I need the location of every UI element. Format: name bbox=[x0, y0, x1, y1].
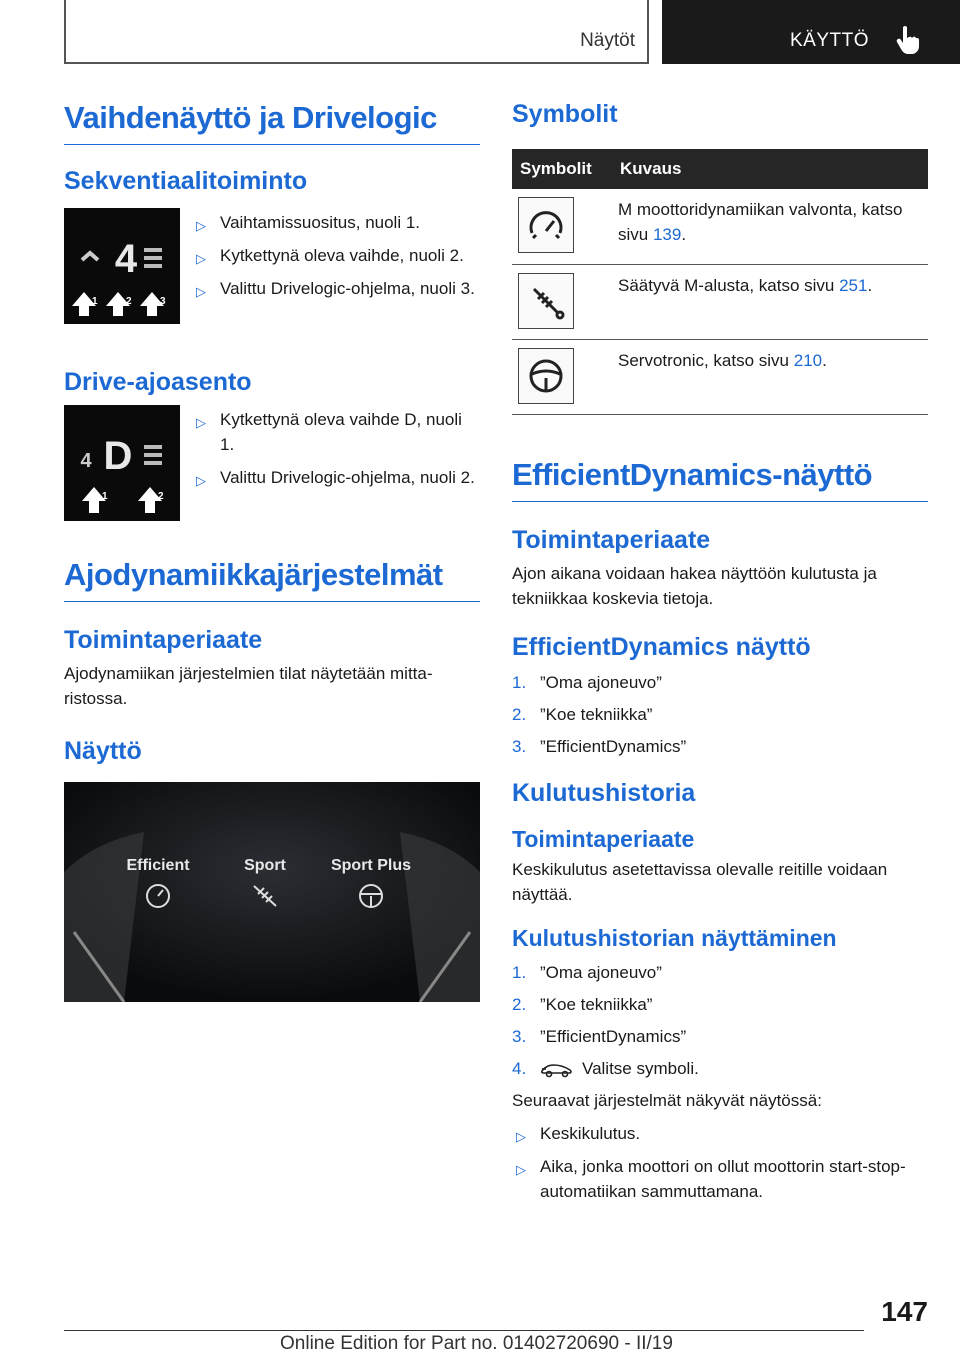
table-header-description: Kuvaus bbox=[612, 149, 928, 189]
following-text: Seuraavat järjestelmät näkyvät näytössä: bbox=[512, 1090, 822, 1110]
header-tab-naytot bbox=[64, 0, 649, 64]
list-item: ▷ Valittu Drivelogic-ohjelma, nuoli 2. bbox=[196, 468, 475, 488]
heading-symbols: Symbolit bbox=[512, 100, 618, 128]
list-item: ▷ Kytkettynä oleva vaihde D, nuoli 1. bbox=[196, 410, 462, 454]
gear-letter: D bbox=[103, 434, 133, 478]
sequential-bullets bbox=[192, 210, 480, 309]
list-item: 4. Valitse symboli. bbox=[512, 1058, 699, 1078]
principle-text: Ajodynamiikan järjestelmien tilat näytetään mittaristossa. bbox=[64, 664, 433, 708]
table-row bbox=[512, 189, 928, 264]
page-link[interactable]: 139 bbox=[652, 225, 682, 244]
arrow-label-3: 3 bbox=[160, 296, 166, 307]
footer-edition: Online Edition for Part no. 01402720690 - II/19 bbox=[280, 1333, 673, 1354]
heading-principle: Toimintaperiaate bbox=[512, 525, 711, 554]
subheading-principle: Toimintaperiaate bbox=[512, 825, 695, 852]
list-item: ▷ Kytkettynä oleva vaihde, nuoli 2. bbox=[196, 246, 464, 266]
right-column bbox=[512, 100, 928, 1212]
page-link[interactable]: 251 bbox=[839, 275, 868, 295]
list-item: ▷ Aika, jonka moottori on ollut moottorin start-stop-automatiikan sammuttamana. bbox=[516, 1156, 906, 1201]
header-tab-label: KÄYTTÖ bbox=[790, 30, 870, 51]
list-item: 3. ”EfficientDynamics” bbox=[512, 1026, 687, 1046]
mode-label-sport: Sport bbox=[244, 857, 286, 874]
list-item: 2. ”Koe tekniikka” bbox=[512, 704, 653, 724]
driving-mode-display-image bbox=[64, 782, 480, 1002]
drive-gear-image bbox=[64, 405, 180, 521]
table-cell: Säätyvä M-alusta, katso sivu 251. bbox=[612, 264, 928, 339]
arrow-label-2: 2 bbox=[158, 491, 164, 502]
table-cell: M moottoridynamiikan valvonta, katso sivu 139. bbox=[612, 189, 928, 264]
history-text: Keskikulutus asetettavissa olevalle reitille voidaan näyttää. bbox=[512, 859, 888, 904]
heading-efficient-dynamics-display: EfficientDynamics-näyttö bbox=[512, 457, 928, 502]
list-item: 1. ”Oma ajoneuvo” bbox=[512, 672, 662, 692]
heading-driving-dynamics: Ajodynamiikkajärjestelmät bbox=[64, 557, 480, 602]
mode-label-efficient: Efficient bbox=[126, 857, 190, 874]
speedometer-icon bbox=[518, 197, 574, 253]
heading-sequential: Sekventiaalitoiminto bbox=[64, 167, 308, 195]
list-item: 3. ”EfficientDynamics” bbox=[512, 736, 687, 756]
symbols-table bbox=[512, 149, 928, 415]
principle-text: Ajon aikana voidaan hakea näyttöön kulutusta ja tekniikkaa koskevia tietoja. bbox=[512, 563, 877, 608]
list-item: 2. ”Koe tekniikka” bbox=[512, 994, 653, 1014]
table-header-symbols: Symbolit bbox=[512, 149, 612, 189]
table-row bbox=[512, 264, 928, 339]
sequential-gear-image bbox=[64, 208, 180, 324]
list-item: 1. ”Oma ajoneuvo” bbox=[512, 962, 662, 982]
steering-wheel-icon bbox=[518, 348, 574, 404]
heading-display: Näyttö bbox=[64, 737, 142, 765]
efficient-dynamics-steps bbox=[512, 670, 928, 759]
heading-principle: Toimintaperiaate bbox=[64, 626, 263, 654]
history-steps bbox=[512, 960, 928, 1081]
header-tab-label: Näytöt bbox=[580, 30, 635, 51]
list-item: ▷ Valittu Drivelogic-ohjelma, nuoli 3. bbox=[196, 279, 475, 299]
mode-label-sport-plus: Sport Plus bbox=[330, 857, 412, 874]
arrow-label-1: 1 bbox=[102, 491, 108, 502]
following-bullets bbox=[512, 1121, 928, 1204]
subheading-show-history: Kulutushistorian näyttäminen bbox=[512, 924, 837, 951]
pointing-hand-icon bbox=[894, 24, 924, 56]
arrow-label-2: 2 bbox=[126, 296, 132, 307]
list-item: ▷ Vaihtamissuositus, nuoli 1. bbox=[196, 213, 421, 233]
heading-efficient-dynamics-view: EfficientDynamics näyttö bbox=[512, 632, 811, 661]
damper-spring-icon bbox=[518, 273, 574, 329]
page-link[interactable]: 210 bbox=[793, 350, 823, 370]
left-column bbox=[64, 100, 480, 766]
list-item: ▷ Keskikulutus. bbox=[516, 1123, 641, 1144]
arrow-label-1: 1 bbox=[92, 296, 98, 307]
footer-divider bbox=[64, 1330, 864, 1331]
gear-number: 4 bbox=[114, 237, 138, 281]
heading-consumption-history: Kulutushistoria bbox=[512, 778, 696, 807]
table-row bbox=[512, 339, 928, 414]
table-cell: Servotronic, katso sivu 210. bbox=[612, 339, 928, 414]
header-tab-kaytto bbox=[662, 0, 960, 64]
heading-drive-position: Drive-ajoasento bbox=[64, 368, 252, 396]
page-number: 147 bbox=[881, 1296, 928, 1327]
car-outline-icon bbox=[540, 1060, 574, 1078]
heading-gear-display: Vaihdenäyttö ja Drivelogic bbox=[64, 100, 480, 145]
drive-bullets bbox=[192, 407, 480, 498]
gear-prefix: 4 bbox=[80, 450, 92, 472]
